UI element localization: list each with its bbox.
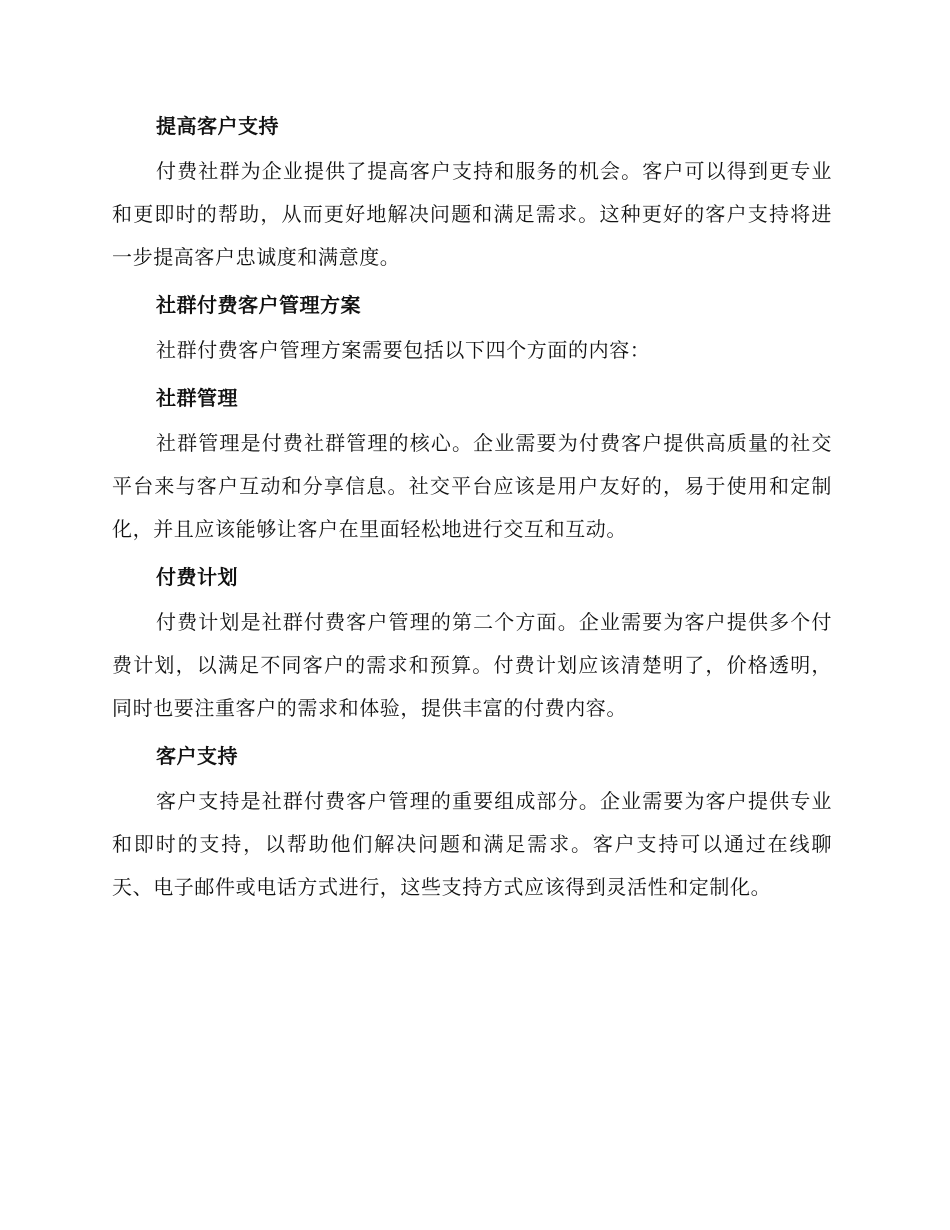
section-heading: 社群管理 [156, 386, 238, 410]
section-paragraph: 社群管理是付费社群管理的核心。企业需要为付费客户提供高质量的社交平台来与客户互动和分享信息。社交平台应该是用户友好的，易于使用和定制化，并且应该能够让客户在里面轻松地进行交互和互动。 [112, 431, 832, 541]
section-heading: 付费计划 [156, 565, 238, 589]
section-paragraph: 客户支持是社群付费客户管理的重要组成部分。企业需要为客户提供专业和即时的支持，以帮助他们解决问题和满足需求。客户支持可以通过在线聊天、电子邮件或电话方式进行，这些支持方式应该得到灵活性和定制化。 [112, 789, 832, 899]
section-heading: 提高客户支持 [156, 114, 279, 138]
document-body [112, 108, 832, 917]
section-heading: 客户支持 [156, 744, 238, 768]
section-paragraph: 付费社群为企业提供了提高客户支持和服务的机会。客户可以得到更专业和更即时的帮助，从而更好地解决问题和满足需求。这种更好的客户支持将进一步提高客户忠诚度和满意度。 [112, 159, 832, 269]
section-paragraph: 付费计划是社群付费客户管理的第二个方面。企业需要为客户提供多个付费计划，以满足不同客户的需求和预算。付费计划应该清楚明了，价格透明，同时也要注重客户的需求和体验，提供丰富的付费内容。 [112, 610, 832, 720]
section-heading: 社群付费客户管理方案 [156, 293, 361, 317]
section-paragraph: 社群付费客户管理方案需要包括以下四个方面的内容： [156, 338, 651, 362]
